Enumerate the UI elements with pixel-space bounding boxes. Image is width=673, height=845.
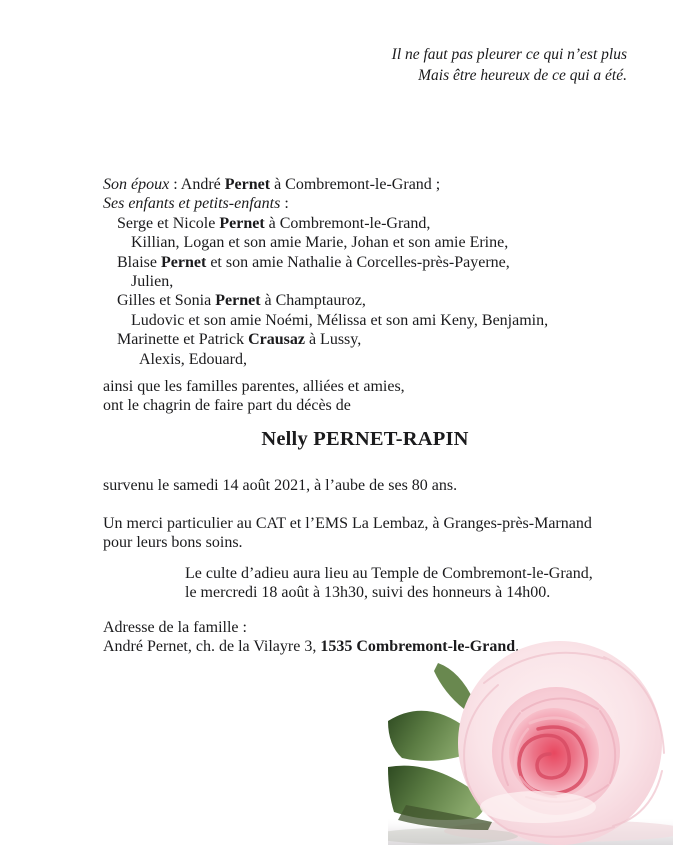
family-list <box>103 175 548 369</box>
thanks-line: Un merci particulier au CAT et l’EMS La Lembaz, à Granges-près-Marnand <box>103 515 592 532</box>
family-line <box>139 350 548 369</box>
text-segment: Blaise <box>117 253 161 271</box>
family-line <box>131 272 548 291</box>
text-segment: Julien, <box>131 273 174 291</box>
epigraph-line: Mais être heureux de ce qui a été. <box>418 67 627 84</box>
family-line <box>131 233 548 252</box>
text-segment: et son amie Nathalie à Corcelles-près-Payerne, <box>206 253 510 271</box>
family-line <box>117 291 548 310</box>
ceremony-line: le mercredi 18 août à 13h30, suivi des honneurs à 14h00. <box>185 584 551 602</box>
text-segment: Ludovic et son amie Noémi, Mélissa et son ami Keny, Benjamin, <box>131 311 549 329</box>
text-segment: Pernet <box>224 176 271 193</box>
text-segment: à Champtauroz, <box>260 292 366 310</box>
text-segment: Serge et Nicole <box>117 214 220 232</box>
text-segment: : <box>280 195 289 213</box>
family-line <box>117 253 548 272</box>
epigraph-line: Il ne faut pas pleurer ce qui n’est plus <box>391 46 627 63</box>
text-segment: 1535 Combremont-le-Grand <box>320 638 516 656</box>
family-line <box>131 311 548 330</box>
address-label: Adresse de la famille : <box>103 619 247 636</box>
text-segment: Alexis, Edouard, <box>139 350 247 368</box>
epigraph <box>392 44 627 86</box>
family-line <box>117 330 548 349</box>
text-segment: Marinette et Patrick <box>117 331 249 349</box>
ceremony-paragraph <box>185 564 593 603</box>
text-segment: Pernet <box>215 292 261 310</box>
family-line <box>103 194 548 213</box>
text-segment: Gilles et Sonia <box>117 292 216 310</box>
text-segment: André Pernet, ch. de la Vilayre 3, <box>103 638 321 656</box>
announcement-line: ont le chagrin de faire part du décès de <box>103 397 351 415</box>
text-segment: Pernet <box>219 214 265 232</box>
death-date-line: survenu le samedi 14 août 2021, à l’aube de ses 80 ans. <box>103 477 458 494</box>
text-segment: . <box>515 638 520 656</box>
family-line <box>103 175 548 194</box>
ceremony-line: Le culte d’adieu aura lieu au Temple de Combremont-le-Grand, <box>185 565 593 582</box>
rose-photo <box>388 625 673 845</box>
text-segment: Killian, Logan et son amie Marie, Johan et son amie Erine, <box>131 234 509 252</box>
thanks-line: pour leurs bons soins. <box>103 534 243 552</box>
text-segment: Pernet <box>161 253 207 271</box>
text-segment: à Combremont-le-Grand, <box>264 214 431 232</box>
deceased-name: Nelly PERNET-RAPIN <box>261 428 469 450</box>
rose-illustration <box>388 625 673 845</box>
announcement <box>103 377 405 416</box>
text-segment: Ses enfants et petits-enfants <box>103 195 281 213</box>
text-segment: : André <box>169 176 225 193</box>
text-segment: à Lussy, <box>304 331 362 349</box>
thanks-paragraph <box>103 514 592 553</box>
family-line <box>117 214 548 233</box>
announcement-line: ainsi que les familles parentes, alliées et amies, <box>103 378 405 395</box>
text-segment: à Combremont-le-Grand ; <box>270 176 441 193</box>
text-segment: Son époux <box>103 176 170 193</box>
text-segment: Crausaz <box>248 331 305 349</box>
